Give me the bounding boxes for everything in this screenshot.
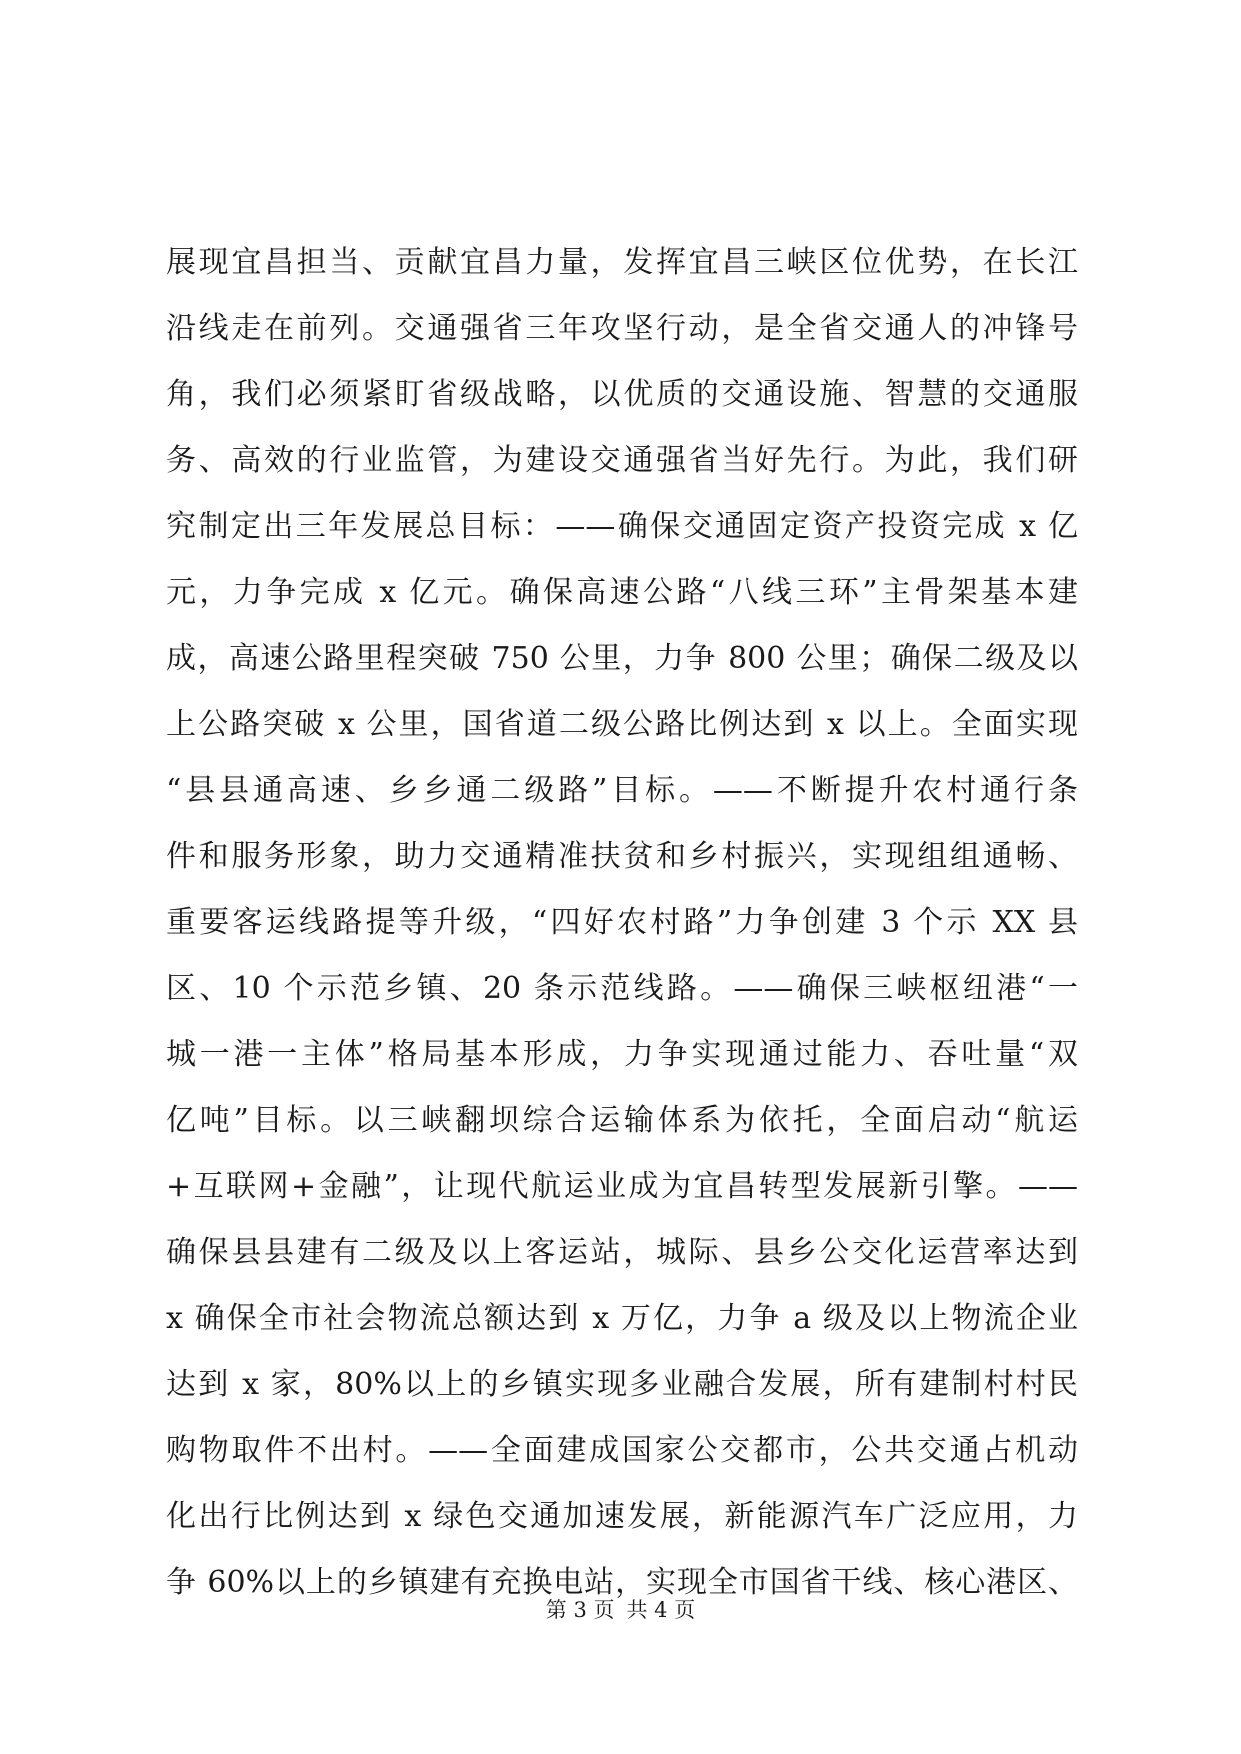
text-line: 元，力争完成 x 亿元。确保高速公路“八线三环”主骨架基本建 (166, 575, 1078, 610)
page-footer (0, 1595, 1241, 1625)
page-total: 共 4 页 (626, 1598, 696, 1622)
text-line: 争 60%以上的乡镇建有充换电站，实现全市国省干线、核心港区、 (166, 1565, 1078, 1600)
body-text (166, 230, 1078, 1616)
text-line: “县县通高速、乡乡通二级路”目标。——不断提升农村通行条 (166, 773, 1078, 808)
text-line: 上公路突破 x 公里，国省道二级公路比例达到 x 以上。全面实现 (166, 707, 1078, 742)
text-line: 成，高速公路里程突破 750 公里，力争 800 公里；确保二级及以 (166, 641, 1078, 676)
text-line: 件和服务形象，助力交通精准扶贫和乡村振兴，实现组组通畅、 (166, 839, 1078, 874)
text-line: 沿线走在前列。交通强省三年攻坚行动，是全省交通人的冲锋号 (166, 311, 1078, 346)
text-line: 化出行比例达到 x 绿色交通加速发展，新能源汽车广泛应用，力 (166, 1499, 1078, 1534)
text-line: 究制定出三年发展总目标：——确保交通固定资产投资完成 x 亿 (166, 509, 1078, 544)
text-line: 城一港一主体”格局基本形成，力争实现通过能力、吞吐量“双 (166, 1037, 1078, 1072)
text-line: x 确保全市社会物流总额达到 x 万亿，力争 a 级及以上物流企业 (166, 1301, 1078, 1336)
text-line: 展现宜昌担当、贡献宜昌力量，发挥宜昌三峡区位优势，在长江 (166, 245, 1078, 280)
text-line: 角，我们必须紧盯省级战略，以优质的交通设施、智慧的交通服 (166, 377, 1078, 412)
text-line: 重要客运线路提等升级，“四好农村路”力争创建 3 个示 XX 县 (166, 905, 1078, 940)
text-line: 确保县县建有二级及以上客运站，城际、县乡公交化运营率达到 (166, 1235, 1078, 1270)
text-line: 区、10 个示范乡镇、20 条示范线路。——确保三峡枢纽港“一 (166, 971, 1078, 1006)
text-line: 达到 x 家，80%以上的乡镇实现多业融合发展，所有建制村村民 (166, 1367, 1078, 1402)
page-number: 第 3 页 (545, 1598, 615, 1622)
text-line: 务、高效的行业监管，为建设交通强省当好先行。为此，我们研 (166, 443, 1078, 478)
text-line: 亿吨”目标。以三峡翻坝综合运输体系为依托，全面启动“航运 (166, 1103, 1078, 1138)
text-line: +互联网+金融”，让现代航运业成为宜昌转型发展新引擎。—— (166, 1169, 1078, 1204)
text-line: 购物取件不出村。——全面建成国家公交都市，公共交通占机动 (166, 1433, 1078, 1468)
